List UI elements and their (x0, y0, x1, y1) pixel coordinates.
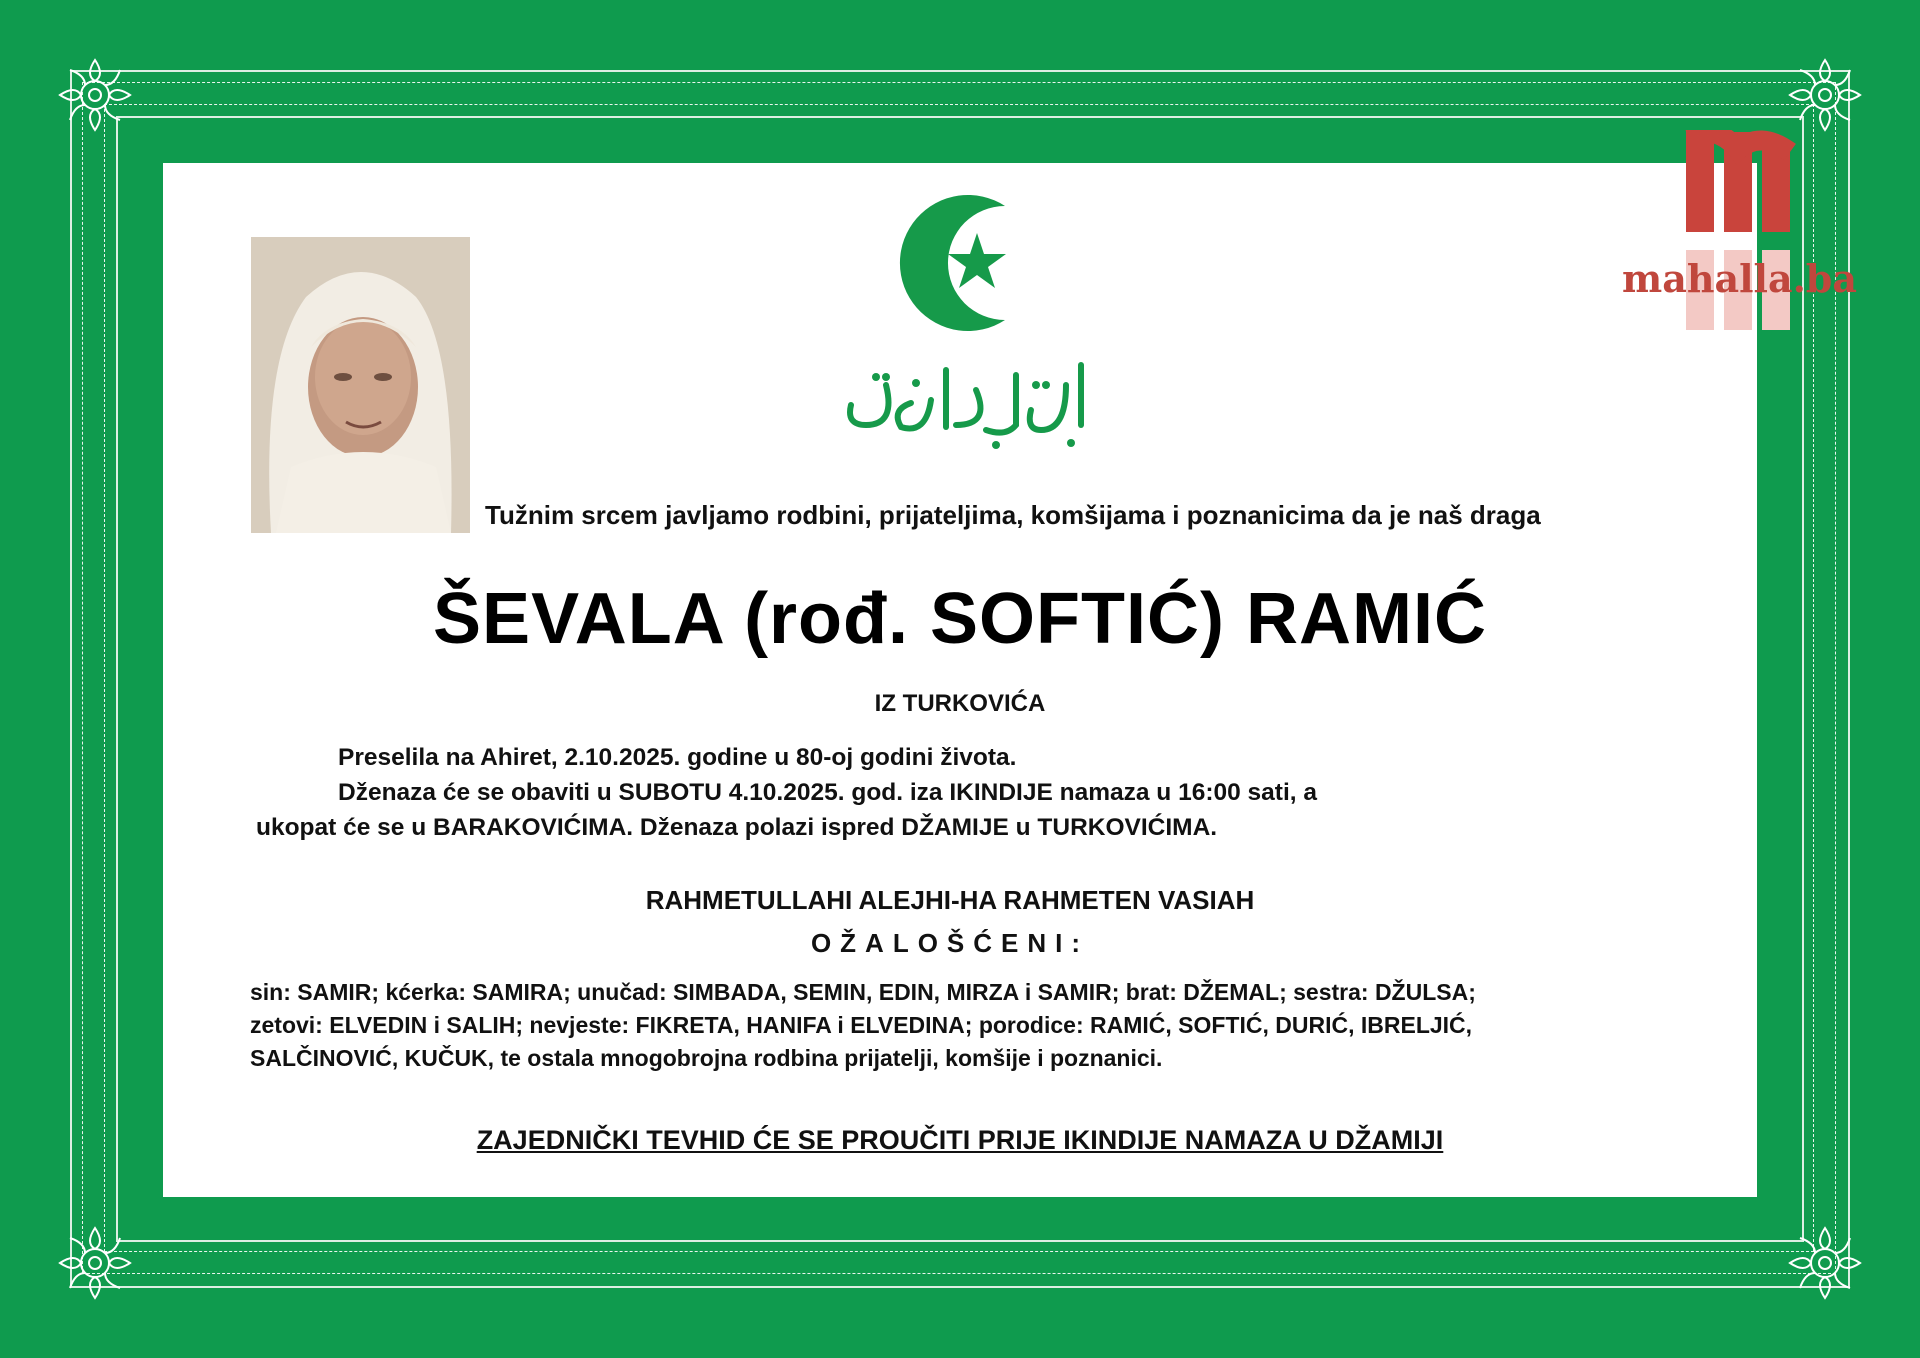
arabic-calligraphy (836, 355, 1094, 455)
funeral-time: Dženaza će se obaviti u SUBOTU 4.10.2025. god. iza IKINDIJE namaza u 16:00 sati, a (338, 779, 1318, 806)
tevhid-announcement: ZAJEDNIČKI TEVHID ĆE SE PROUČITI PRIJE IKINDIJE NAMAZA U DŽAMIJI (476, 1125, 1444, 1155)
intro-text: Tužnim srcem javljamo rodbini, prijateljima, komšijama i poznanicima da je naš draga (485, 500, 1541, 530)
mahalla-logo (1620, 130, 1880, 335)
crescent-star-icon (880, 188, 1050, 338)
corner-ornament-icon (50, 50, 140, 140)
deceased-photo (251, 237, 470, 533)
mourners-line: zetovi: ELVEDIN i SALIH; nevjeste: FIKRETA, HANIFA i ELVEDINA; porodice: RAMIĆ, SOFTIĆ, DURIĆ, IBRELJIĆ, (250, 1012, 1473, 1038)
burial-place: ukopat će se u BARAKOVIĆIMA. Dženaza polazi ispred DŽAMIJE u TURKOVIĆIMA. (256, 814, 1218, 841)
funeral-details (256, 740, 1616, 845)
mourners-line: SALČINOVIĆ, KUČUK, te ostala mnogobrojna rodbina prijatelji, komšije i poznanici. (250, 1045, 1163, 1071)
logo-text: mahalla.ba (1622, 256, 1857, 301)
passing-date: Preselila na Ahiret, 2.10.2025. godine u 80-oj godini života. (338, 744, 1017, 771)
deceased-name: ŠEVALA (rođ. SOFTIĆ) RAMIĆ (433, 579, 1487, 659)
corner-ornament-icon (1780, 1218, 1870, 1308)
prayer-line: RAHMETULLAHI ALEJHI-HA RAHMETEN VASIAH (645, 885, 1255, 915)
hometown: IZ TURKOVIĆA (874, 690, 1046, 717)
mourners-heading: OŽALOŠĆENI: (810, 928, 1090, 958)
corner-ornament-icon (1780, 50, 1870, 140)
photo-portrait (251, 237, 470, 533)
mourners-line: sin: SAMIR; kćerka: SAMIRA; unučad: SIMBADA, SEMIN, EDIN, MIRZA i SAMIR; brat: DŽEMAL; sestra: DŽULSA; (250, 979, 1476, 1005)
corner-ornament-icon (50, 1218, 140, 1308)
mourners-list (250, 976, 1690, 1075)
